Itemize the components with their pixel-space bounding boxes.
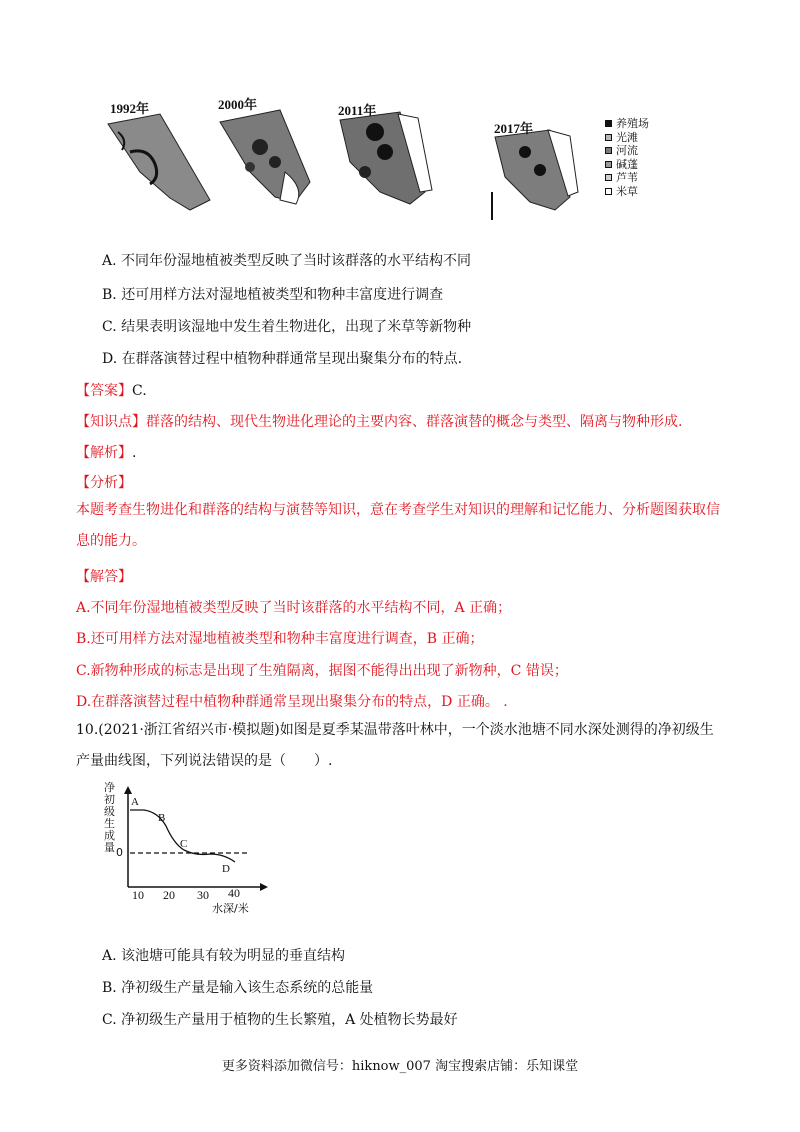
- knowledge-value: 群落的结构、现代生物进化理论的主要内容、群落演替的概念与类型、隔离与物种形成.: [146, 414, 683, 430]
- legend-item: [605, 144, 649, 158]
- q10-option-b: B. 净初级生产量是输入该生态系统的总能量: [102, 980, 374, 996]
- q9-option-d: D. 在群落演替过程中植物种群通常呈现出聚集分布的特点.: [102, 351, 463, 367]
- legend-label: 芦苇: [616, 171, 638, 184]
- page-footer: 更多资料添加微信号：hiknow_007 淘宝搜索店铺：乐知课堂: [221, 1059, 579, 1074]
- legend-item: [605, 171, 649, 185]
- analysis-value: .: [132, 445, 137, 461]
- legend-swatch: [605, 147, 612, 154]
- legend-item: [605, 158, 649, 172]
- solution-label: 【解答】: [76, 569, 132, 585]
- legend-label: 碱蓬: [616, 157, 638, 171]
- graph-ylabel: 净初级生成量: [104, 781, 115, 854]
- map-year-label: 1992年: [110, 101, 150, 116]
- legend-label: 河流: [616, 144, 638, 157]
- graph-point-label: B: [158, 812, 166, 824]
- legend-swatch: [605, 188, 612, 195]
- map-year-label: 2017年: [494, 121, 534, 136]
- graph-point-label: D: [222, 863, 230, 875]
- legend-item: [605, 117, 649, 131]
- q10-option-a: A. 该池塘可能具有较为明显的垂直结构: [102, 948, 346, 964]
- map-year-label: 2011年: [338, 103, 377, 118]
- legend-swatch: [605, 120, 612, 127]
- fenxi-label: 【分析】: [76, 475, 132, 491]
- graph-point-label: A: [131, 796, 139, 808]
- legend-item: [605, 185, 649, 199]
- graph-x-tick: 30: [197, 888, 209, 902]
- q10-graph: [100, 782, 300, 917]
- q10-question: 10.(2021·浙江省绍兴市·模拟题)如图是夏季某温带落叶林中，一个淡水池塘不同水深处测得的净初级生产量曲线图，下列说法错误的是（ ）.: [76, 722, 714, 769]
- solution-line-c: C.新物种形成的标志是出现了生殖隔离，据图不能得出出现了新物种，C 错误；: [76, 663, 568, 679]
- graph-xlabel: 水深/米: [212, 902, 249, 915]
- answer-label: 【答案】: [76, 383, 132, 399]
- legend-swatch: [605, 161, 612, 168]
- q9-option-b: B. 还可用样方法对湿地植被类型和物种丰富度进行调查: [102, 287, 444, 303]
- graph-x-tick: 40: [228, 886, 240, 900]
- legend-swatch: [605, 134, 612, 141]
- solution-line-b: B.还可用样方法对湿地植被类型和物种丰富度进行调查，B 正确；: [76, 631, 484, 647]
- q10-option-c: C. 净初级生产量用于植物的生长繁殖，A 处植物长势最好: [102, 1012, 458, 1028]
- legend-label: 养殖场: [616, 117, 649, 130]
- q9-option-c: C. 结果表明该湿地中发生着生物进化，出现了米草等新物种: [102, 319, 472, 335]
- analysis-row: [76, 442, 136, 462]
- legend-label: 光滩: [616, 130, 638, 144]
- knowledge-label: 【知识点】: [76, 414, 146, 430]
- graph-x-tick: 10: [132, 888, 144, 902]
- map-year-label: 2000年: [218, 97, 258, 112]
- analysis-label: 【解析】: [76, 445, 132, 461]
- graph-zero-label: 0: [116, 846, 123, 859]
- legend-swatch: [605, 174, 612, 181]
- fenxi-text: 本题考查生物进化和群落的结构与演替等知识，意在考查学生对知识的理解和记忆能力、分析题图获取信息的能力。: [76, 502, 720, 549]
- graph-point-label: C: [180, 838, 188, 850]
- solution-line-d: D.在群落演替过程中植物种群通常呈现出聚集分布的特点，D 正确。 .: [76, 694, 508, 710]
- answer-row: [76, 380, 147, 400]
- wetland-maps-figure: [100, 92, 720, 222]
- map-legend: [605, 117, 649, 198]
- legend-item: [605, 131, 649, 145]
- solution-line-a: A.不同年份湿地植被类型反映了当时该群落的水平结构不同，A 正确；: [76, 600, 512, 616]
- answer-value: C.: [132, 383, 147, 399]
- legend-label: 米草: [616, 184, 638, 198]
- q9-option-a: A. 不同年份湿地植被类型反映了当时该群落的水平结构不同: [102, 253, 472, 269]
- knowledge-row: [76, 411, 682, 431]
- graph-x-tick: 20: [163, 888, 175, 902]
